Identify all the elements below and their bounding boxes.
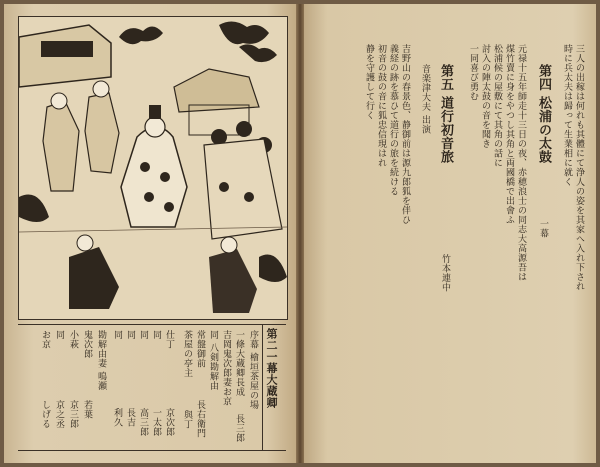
- left-page: [4, 4, 296, 463]
- cast-role: 勘解由妻 鳴瀬: [96, 330, 106, 391]
- cast-role: 一條大蔵卿長成: [234, 330, 244, 397]
- cast-actor: 京之丞: [54, 400, 64, 429]
- cast-role: 序幕 檜垣茶屋の場: [248, 330, 258, 410]
- section-4-body-line: 一同喜び勇む: [468, 44, 478, 101]
- section-4-body-line: 元禄十五年師走十三日の夜、赤穂浪士の同志大高源吾は: [516, 44, 526, 282]
- cast-role: 同: [112, 330, 122, 340]
- book-spread: [4, 4, 596, 463]
- cast-actor: 京三郎: [68, 400, 78, 429]
- section-5-body-line: 初音の鼓の音に狐忠信現はれ: [376, 44, 386, 168]
- right-page: [304, 4, 596, 463]
- cast-role: 茶屋の亭主: [182, 330, 192, 378]
- cast-role: お京: [40, 330, 50, 349]
- cast-actor: 京次郎: [164, 408, 174, 437]
- cast-actor: 高三郎: [138, 408, 148, 437]
- section-5-title: 第五 道行初音旅: [438, 64, 453, 164]
- cast-role: 同: [138, 330, 148, 340]
- cast-actor: 一太郎: [151, 408, 161, 437]
- cast-actor: しげる: [40, 400, 50, 429]
- cast-actor: 利久: [112, 408, 122, 427]
- intro-line: 時に兵太夫は歸って生業相に就く: [562, 44, 572, 187]
- cast-table-title: 第二一幕大蔵卿: [265, 328, 278, 409]
- cast-actor: 長右衛門: [195, 400, 205, 438]
- section-4-body-line: 討入の陣太鼓の音を聞き: [480, 44, 490, 149]
- cast-role: 同: [151, 330, 161, 340]
- section-4-subtitle: 一幕: [538, 219, 548, 238]
- cast-actor: 長吉: [125, 408, 135, 427]
- section-5-credit: 竹本連中: [440, 254, 450, 292]
- cast-actor: 若葉: [82, 400, 92, 419]
- cast-actor: 長三郎: [234, 414, 244, 443]
- cast-role: 同 八剣勘解由: [208, 330, 218, 391]
- cast-role: 鬼次郎: [82, 330, 92, 359]
- cast-role: 同: [54, 330, 64, 340]
- cast-role: 吉岡鬼次郎妻お京: [221, 330, 231, 406]
- section-5-body-line: 静を守護して行く: [364, 44, 374, 120]
- woodblock-illustration: [18, 16, 288, 320]
- section-4-body-line: 煤竹賣に身をやつし其角と両國橋で出會ふ: [504, 44, 514, 225]
- cast-role: 仕丁: [164, 330, 174, 349]
- section-5-body-line: 吉野山の春景色、静御前は源九郎狐を伴ひ: [400, 44, 410, 225]
- intro-line: 三人の出稼は何れも其體にて浄人の姿を其家へ入れ下され: [574, 44, 584, 291]
- cast-role: 常盤御前: [195, 330, 205, 368]
- section-5-cast: 音楽津大夫 出演: [420, 64, 430, 134]
- cast-role: 同: [125, 330, 135, 340]
- cast-role: 小萩: [68, 330, 78, 349]
- section-4-title: 第四 松浦の太鼓: [536, 64, 551, 164]
- cast-actor: 與丁: [182, 410, 192, 429]
- illustration-drawing: [19, 17, 287, 319]
- book-gutter: [296, 4, 304, 463]
- section-5-body-line: 義経の跡を慕ひて道行の旅を続ける: [388, 44, 398, 196]
- section-4-body-line: 松浦候の屋敷にて其角の話に: [492, 44, 502, 168]
